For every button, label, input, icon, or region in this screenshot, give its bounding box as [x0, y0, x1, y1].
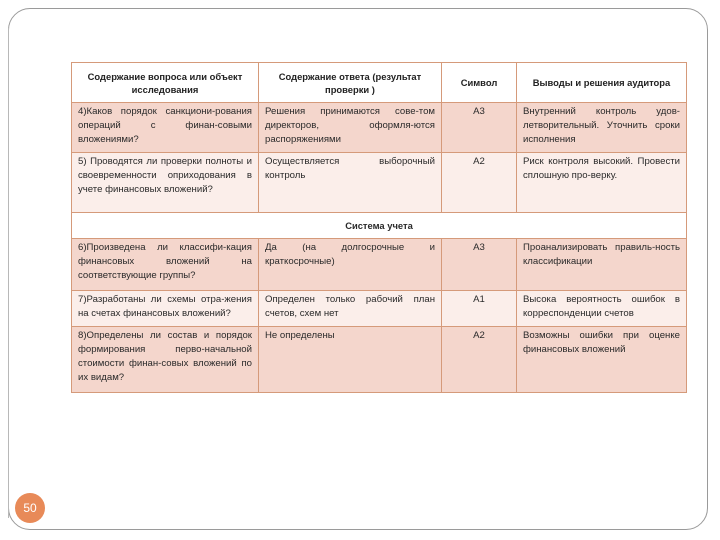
audit-table [71, 62, 687, 393]
question-cell: 5) Проводятся ли проверки полноты и своевременности оприходования в учете финансовых вложений? [72, 153, 259, 213]
answer-cell: Не определены [259, 327, 442, 393]
answer-cell: Определен только рабочий план счетов, схем нет [259, 291, 442, 327]
symbol-cell: А2 [442, 327, 517, 393]
conclusion-cell: Высока вероятность ошибок в корреспонденции счетов [517, 291, 687, 327]
table-row [72, 103, 687, 153]
header-symbol: Символ [442, 63, 517, 103]
answer-cell: Да (на долгосрочные и краткосрочные) [259, 239, 442, 291]
header-conclusion: Выводы и решения аудитора [517, 63, 687, 103]
conclusion-cell: Проанализировать правиль-ность классификации [517, 239, 687, 291]
answer-cell: Осуществляется выборочный контроль [259, 153, 442, 213]
question-cell: 7)Разработаны ли схемы отра-жения на счетах финансовых вложений? [72, 291, 259, 327]
symbol-cell: А3 [442, 103, 517, 153]
question-cell: 4)Каков порядок санкциони-рования операций с финан-совыми вложениями? [72, 103, 259, 153]
table-row [72, 291, 687, 327]
table-row [72, 153, 687, 213]
conclusion-cell: Риск контроля высокий. Провести сплошную про-верку. [517, 153, 687, 213]
symbol-cell: А2 [442, 153, 517, 213]
answer-cell: Решения принимаются сове-том директоров, оформля-ются распоряжениями [259, 103, 442, 153]
left-edge-line [8, 28, 9, 518]
symbol-cell: А3 [442, 239, 517, 291]
section-row [72, 213, 687, 239]
header-question: Содержание вопроса или объект исследования [72, 63, 259, 103]
section-title: Система учета [72, 213, 687, 239]
table-row [72, 239, 687, 291]
table-header-row [72, 63, 687, 103]
page-number-badge: 50 [15, 493, 45, 523]
conclusion-cell: Внутренний контроль удов-летворительный. Уточнить сроки исполнения [517, 103, 687, 153]
conclusion-cell: Возможны ошибки при оценке финансовых вложений [517, 327, 687, 393]
symbol-cell: А1 [442, 291, 517, 327]
question-cell: 8)Определены ли состав и порядок формирования перво-начальной стоимости финан-совых вложений по их видам? [72, 327, 259, 393]
table-row [72, 327, 687, 393]
header-answer: Содержание ответа (результат проверки ) [259, 63, 442, 103]
question-cell: 6)Произведена ли классифи-кация финансовых вложений на соответствующие группы? [72, 239, 259, 291]
